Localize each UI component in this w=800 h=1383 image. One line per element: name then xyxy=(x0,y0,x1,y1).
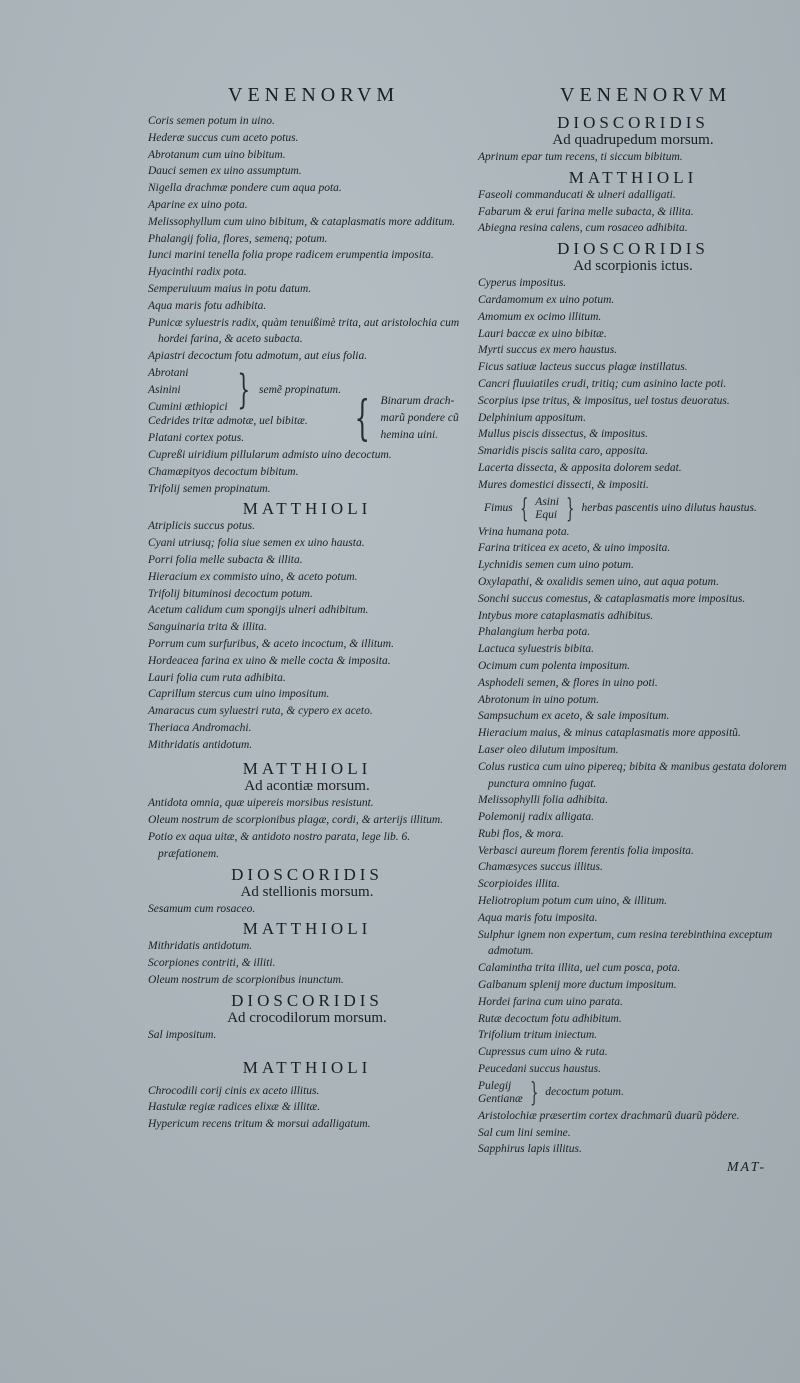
entry-line: Aristolochiæ præsertim cortex drachmarũ duarũ pödere. xyxy=(478,1109,740,1122)
entry-line: Hypericum recens tritum & morsui adalligatum. xyxy=(148,1118,371,1131)
entry-line: Sapphirus lapis illitus. xyxy=(478,1143,582,1156)
entry-line: Trifolij semen propinatum. xyxy=(148,482,271,495)
entry-line: Cyperus impositus. xyxy=(478,277,567,290)
brace-glyph: { xyxy=(354,390,370,447)
entry-list xyxy=(478,275,788,493)
entry-line: Faseoli commanducati & ulneri adalligati. xyxy=(478,188,676,201)
pulegij-names xyxy=(478,1080,523,1106)
pulegij-text: decoctum potum. xyxy=(545,1086,624,1099)
entry-line: Aqua maris fotu adhibita. xyxy=(148,299,267,312)
entry-line: Mures domestici dissecti, & impositi. xyxy=(478,478,649,491)
entry-line: Punicæ syluestris radix, quàm tenuißimè trita, aut aristolochia cum hordei farina, & aceto subacta. xyxy=(148,316,460,346)
brace-glyph: } xyxy=(236,367,250,414)
entry-line: Aqua maris fotu imposita. xyxy=(478,911,598,924)
entry-line: Delphinium appositum. xyxy=(478,411,586,424)
entry-line: Aparine ex uino pota. xyxy=(148,198,248,211)
section-title: MATTHIOLI xyxy=(568,167,698,187)
entry-line: Acetum calidum cum spongijs ulneri adhibitum. xyxy=(148,604,369,617)
right-column xyxy=(478,84,788,1158)
entry-line: Vrina humana pota. xyxy=(478,525,570,538)
entry-line: Atriplicis succus potus. xyxy=(148,520,256,533)
section-title: DIOSCORIDIS xyxy=(231,864,383,884)
entry-line: Trifolij bituminosi decoctum potum. xyxy=(148,587,313,600)
entry-line: Lauri folia cum ruta adhibita. xyxy=(148,671,286,684)
running-head-left: VENENORVM xyxy=(228,84,400,106)
entry-line: Oleum nostrum de scorpionibus plagæ, cordi, & arterijs illitum. xyxy=(148,814,444,827)
entry-line: Ocimum cum polenta impositum. xyxy=(478,659,631,672)
entry-line: Caprillum stercus cum uino impositum. xyxy=(148,688,330,701)
bracket-names-b xyxy=(148,413,308,447)
fimus-text: herbas pascentis uino dilutus haustus. xyxy=(581,502,757,515)
entry-line: Semperuiuum maius in potu datum. xyxy=(148,282,312,295)
entry-line: Calamintha trita illita, uel cum posca, pota. xyxy=(478,962,681,975)
side-note xyxy=(344,390,459,447)
entry-line: Theriaca Andromachi. xyxy=(148,721,252,734)
entry-line: Dauci semen ex uino assumptum. xyxy=(148,165,302,178)
entry-line: Chrocodili corij cinis ex aceto illitus. xyxy=(148,1084,320,1097)
entry-line: Antidota omnia, quæ uipereis morsibus resistunt. xyxy=(148,797,374,810)
entry-line: Fabarum & erui farina melle subacta, & illita. xyxy=(478,205,694,218)
brace-glyph: } xyxy=(566,493,575,524)
side-note-line: Binarum drach- xyxy=(380,395,455,407)
section-title: MATTHIOLI xyxy=(242,1057,372,1077)
entry-line: Sonchi succus comestus, & cataplasmatis more impositus. xyxy=(478,592,746,605)
entry-line: Farina triticea ex aceto, & uino imposita. xyxy=(478,542,671,555)
entry-line: Asphodeli semen, & flores in uino poti. xyxy=(478,676,658,689)
entry-line: Polemonij radix alligata. xyxy=(478,811,594,824)
entry-list xyxy=(148,1027,466,1044)
entry-line: Chamæpityos decoctum bibitum. xyxy=(148,465,299,478)
bracket-text: semẽ propinatum. xyxy=(259,383,341,396)
brace-glyph: { xyxy=(519,493,529,524)
bracket-name: Cedrides tritæ admotæ, uel bibitæ. xyxy=(148,415,308,428)
entry-line: Cupressus cum uino & ruta. xyxy=(478,1046,608,1059)
entry-line: Verbasci aureum florem ferentis folia imposita. xyxy=(478,844,694,857)
entry-line: Cancri fluuiatiles crudi, tritiq; cum asinino lacte poti. xyxy=(478,377,727,390)
bracket-name: Equi xyxy=(535,508,558,521)
bracket-name: Cumini æthiopici xyxy=(148,400,228,413)
entry-list xyxy=(478,149,788,166)
side-note-line: hemina uini. xyxy=(380,428,439,441)
brace-glyph: } xyxy=(529,1077,539,1108)
entry-line: Coris semen potum in uino. xyxy=(148,115,275,127)
entry-list xyxy=(478,187,788,237)
section-title: DIOSCORIDIS xyxy=(557,113,709,132)
entry-line: Sulphur ignem non expertum, cum resina terebinthina exceptum admotum. xyxy=(478,928,773,958)
entry-line: Scorpius ipse tritus, & impositus, uel tostus deuoratus. xyxy=(478,394,730,407)
pulegij-bracket xyxy=(478,1077,788,1108)
entry-line: Porri folia melle subacta & illita. xyxy=(148,553,303,566)
entry-line: Porrum cum surfuribus, & aceto incoctum, & illitum. xyxy=(148,637,394,650)
section-subtitle: Ad stellionis morsum. xyxy=(240,883,374,900)
entry-line: Scorpiones contriti, & illiti. xyxy=(148,957,276,970)
entry-line: Hieracium ex commisto uino, & aceto potum. xyxy=(148,570,358,583)
section-subtitle: Ad quadrupedum morsum. xyxy=(552,132,714,148)
entry-line: Sanguinaria trita & illita. xyxy=(148,621,267,634)
entry-line: Ficus satiuæ lacteus succus plagæ instillatus. xyxy=(478,361,688,374)
bracket-name: Platani cortex potus. xyxy=(148,432,245,445)
entry-line: Hederæ succus cum aceto potus. xyxy=(148,131,299,144)
left-column xyxy=(148,84,466,1133)
entry-line: Hordei farina cum uino parata. xyxy=(478,995,623,1008)
entry-list xyxy=(478,1108,788,1158)
entry-line: Lychnidis semen cum uino potum. xyxy=(478,559,634,572)
entry-line: Myrti succus ex mero haustus. xyxy=(478,344,618,357)
entry-line: Potio ex aqua uitæ, & antidoto nostro parata, lege lib. 6. præfationem. xyxy=(148,831,411,860)
entry-line: Sal cum lini semine. xyxy=(478,1126,571,1139)
entry-list xyxy=(148,901,466,918)
entry-line: Colus rustica cum uino pipereq; bibita & manibus gestata dolorem punctura omnino fugat. xyxy=(478,760,787,790)
entry-line: Laser oleo dilutum impositum. xyxy=(478,743,619,756)
bracket-names xyxy=(148,365,228,415)
entry-line: Nigella drachmæ pondere cum aqua pota. xyxy=(148,182,342,195)
entry-line: Apiastri decoctum fotu admotum, aut eius folia. xyxy=(148,350,368,363)
entry-line: Heliotropium potum cum uino, & illitum. xyxy=(478,895,667,908)
entry-list xyxy=(148,795,466,862)
entry-line: Sesamum cum rosaceo. xyxy=(148,902,256,915)
entry-line: Mullus piscis dissectus, & impositus. xyxy=(478,428,648,441)
section-title: MATTHIOLI xyxy=(242,759,372,779)
entry-line: Hastulæ regiæ radices elixæ & illitæ. xyxy=(148,1101,321,1114)
entry-line: Hieracium maius, & minus cataplasmatis more appositũ. xyxy=(478,727,741,740)
bracket-name: Abrotani xyxy=(148,366,189,379)
entry-line: Smaridis piscis salita caro, apposita. xyxy=(478,445,649,458)
entry-line: Chamæsyces succus illitus. xyxy=(478,861,603,874)
entry-line: Phalangij folia, flores, semenq; potum. xyxy=(148,232,328,245)
entry-line: Rutæ decoctum fotu adhibitum. xyxy=(478,1012,622,1025)
entry-line: Sampsuchum ex aceto, & sale impositum. xyxy=(478,710,670,723)
entry-line: Cupreßi uiridium pillularum admisto uino decoctum. xyxy=(148,448,392,461)
section-subtitle: Ad crocodilorum morsum. xyxy=(227,1009,387,1026)
section-subtitle: Ad acontiæ morsum. xyxy=(244,778,370,795)
running-head-right: VENENORVM xyxy=(560,84,732,106)
section-title: DIOSCORIDIS xyxy=(231,990,383,1010)
bracket-name: Pulegij xyxy=(478,1079,512,1092)
entry-line: Hordeacea farina ex uino & melle cocta & imposita. xyxy=(148,654,391,667)
fimus-names xyxy=(535,496,559,522)
entry-list xyxy=(148,938,466,988)
entry-line: Abiegna resina calens, cum rosaceo adhibita. xyxy=(478,222,688,235)
entry-line: Scorpioides illita. xyxy=(478,878,560,891)
section-subtitle: Ad scorpionis ictus. xyxy=(573,258,693,275)
side-note-line: marũ pondere cũ xyxy=(380,411,459,424)
entry-line: Peucedani succus haustus. xyxy=(478,1063,601,1076)
entry-list xyxy=(478,524,788,1078)
bracket-name: Gentianæ xyxy=(478,1092,523,1105)
entry-line: Lactuca syluestris bibita. xyxy=(478,643,594,656)
entry-line: Rubi flos, & mora. xyxy=(478,827,564,840)
entry-list xyxy=(148,518,466,753)
entry-line: Hyacinthi radix pota. xyxy=(148,266,247,279)
entry-line: Amomum ex ocimo illitum. xyxy=(478,310,602,323)
section-title: MATTHIOLI xyxy=(242,919,372,939)
seed-bracket xyxy=(148,365,341,415)
entry-line: Amaracus cum syluestri ruta, & cypero ex aceto. xyxy=(148,705,373,718)
entry-line: Mithridatis antidotum. xyxy=(148,940,253,953)
entry-line: Abrotonum in uino potum. xyxy=(478,693,599,706)
entry-line: Cyani utriusq; folia siue semen ex uino hausta. xyxy=(148,537,365,550)
bracket-name: Asinini xyxy=(148,383,181,396)
entry-list xyxy=(148,113,466,365)
entry-line: Aprinum epar tum recens, ti siccum bibitum. xyxy=(478,151,683,163)
fimus-label: Fimus xyxy=(484,502,513,515)
entry-line: Trifolium tritum iniectum. xyxy=(478,1029,598,1042)
entry-line: Lauri baccæ ex uino bibitæ. xyxy=(478,327,607,340)
entry-line: Melissophyllum cum uino bibitum, & cataplasmatis more additum. xyxy=(148,215,456,228)
entry-list xyxy=(148,447,466,497)
entry-line: Oleum nostrum de scorpionibus inunctum. xyxy=(148,974,344,987)
catchword: MAT- xyxy=(726,1160,766,1175)
section-title: DIOSCORIDIS xyxy=(557,239,709,259)
entry-line: Melissophylli folia adhibita. xyxy=(478,794,609,807)
entry-line: Abrotanum cum uino bibitum. xyxy=(148,148,286,161)
entry-line: Lacerta dissecta, & apposita dolorem sedat. xyxy=(478,461,682,474)
entry-line: Galbanum splenij more ductum impositum. xyxy=(478,979,677,992)
entry-line: Sal impositum. xyxy=(148,1028,217,1041)
entry-line: Cardamomum ex uino potum. xyxy=(478,293,615,306)
side-note-text xyxy=(381,393,459,443)
entry-line: Phalangium herba pota. xyxy=(478,626,591,639)
entry-line: Iunci marini tenella folia prope radicem erumpentia imposita. xyxy=(148,249,434,262)
entry-line: Intybus more cataplasmatis adhibitus. xyxy=(478,609,654,622)
fimus-bracket xyxy=(478,493,788,524)
bracket-name: Asini xyxy=(535,495,559,508)
entry-line: Oxylapathi, & oxalidis semen uino, aut aqua potum. xyxy=(478,575,719,588)
section-title: MATTHIOLI xyxy=(242,499,372,519)
entry-line: Mithridatis antidotum. xyxy=(148,738,253,751)
entry-list xyxy=(148,1083,466,1133)
